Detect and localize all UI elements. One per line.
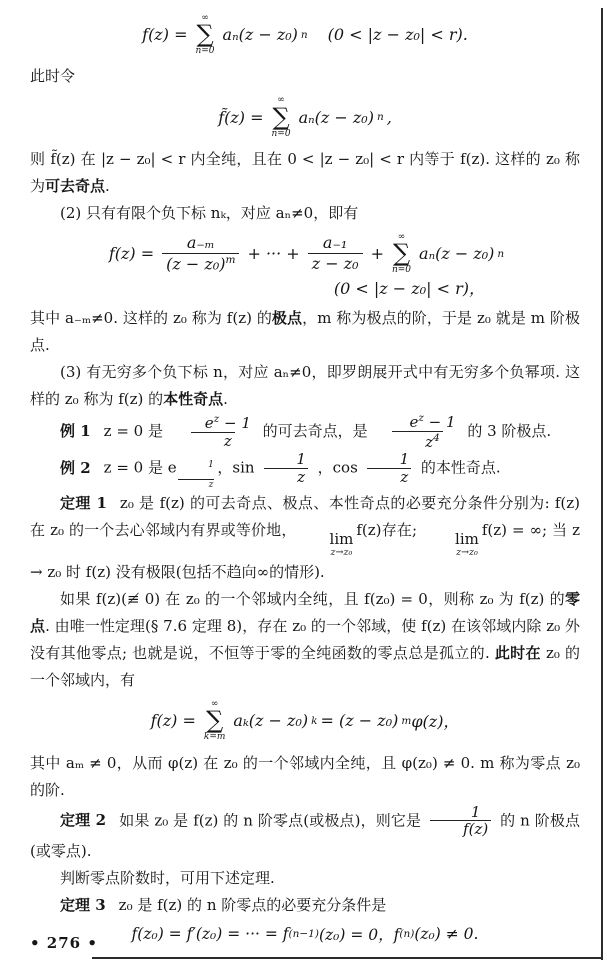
paragraph-case3 (30, 359, 580, 413)
paragraph-theorem-3 (30, 892, 580, 919)
exponent: n (300, 28, 308, 41)
numerator: 1 (399, 450, 410, 469)
lim-subscript: z→z₀ (330, 547, 353, 559)
formula-lhs: f(z) = (108, 244, 155, 264)
exponent: m (401, 714, 412, 727)
paragraph-judge-order (30, 865, 580, 892)
text: 的 3 阶极点. (467, 422, 552, 441)
formula-condition (30, 277, 580, 301)
sigma-icon: ∑ (272, 102, 290, 131)
paragraph-removable-singularity (30, 146, 580, 200)
limit-operator (425, 532, 479, 559)
text: f(z)存在; (356, 521, 418, 540)
text: . 由唯一性定理(§ 7.6 定理 8)，存在 z₀ 的一个邻域，使 f(z) 在该邻域内除 z₀ 外没有其他零点; 也就是说，不恒等于零的全纯函数的零点总是孤立的. (30, 617, 580, 663)
numerator: a₋₁ (322, 233, 348, 253)
text: e (204, 414, 214, 433)
summation (272, 95, 291, 138)
sigma-icon: ∑ (206, 706, 224, 735)
fraction (263, 451, 309, 486)
numerator: 1 (470, 802, 481, 821)
summation (204, 699, 226, 742)
sum-lower-limit: n=0 (391, 265, 412, 276)
term-removable-singularity: 可去奇点 (45, 176, 106, 195)
exponent: z (418, 412, 424, 425)
denominator: z (367, 468, 411, 486)
limit-operator (300, 532, 354, 559)
text: . (223, 390, 228, 409)
denominator: z − z₀ (308, 253, 363, 273)
text: ，m 称为极点的阶，于是 z₀ 就是 m 阶极点. (30, 309, 580, 355)
sum-upper-limit: ∞ (277, 95, 285, 106)
formula-lhs: f(z) = (142, 25, 188, 45)
exponent: m (225, 253, 236, 266)
fraction (367, 451, 413, 486)
text: z = 0 是 (103, 422, 163, 441)
numerator (376, 413, 458, 431)
paragraph-theorem-1 (30, 490, 580, 586)
text: (3) 有无穷多个负下标 n，对应 aₙ≠0，即罗朗展开式中有无穷多个负幂项. 这样的 z₀ 称为 f(z) 的 (30, 363, 580, 409)
text: e (409, 413, 419, 432)
formula-term: aₙ(z − z₀) (222, 25, 298, 45)
text: 则 f̃(z) 在 |z − z₀| < r 内全纯，且在 0 < |z − z₀| < r 内等于 f(z). 这样的 z₀ 称为 (30, 149, 580, 195)
sum-upper-limit: ∞ (397, 231, 406, 242)
text: 如果 f(z)(≢ 0) 在 z₀ 的一个邻域内全纯，且 f(z₀) = 0，则称 z₀ 为 f(z) 的 (60, 590, 565, 609)
formula-lhs: f̃(z) = (218, 107, 264, 127)
exponent: (n−1) (288, 928, 319, 941)
paragraph-example-1 (30, 413, 580, 451)
text: 判断零点阶数时，可用下述定理. (60, 869, 275, 888)
fraction (162, 234, 239, 273)
emphasis-text: 此时在 (494, 644, 541, 663)
exponent: n (497, 247, 505, 260)
numerator (172, 414, 254, 432)
term-zero: 零点 (30, 590, 580, 636)
text: z = 0 是 e (103, 458, 177, 477)
text: 其中 aₘ ≠ 0，从而 φ(z) 在 z₀ 的一个邻域内全纯，且 φ(z₀) ≠ 0. m 称为零点 z₀ 的阶. (30, 753, 580, 799)
exponent-fraction (178, 452, 215, 491)
denominator: f(z) (430, 820, 491, 838)
formula-tail: , (386, 107, 392, 127)
paragraph-theorem-2 (30, 804, 580, 866)
text: − 1 (219, 414, 251, 433)
sum-lower-limit: n=0 (271, 128, 291, 139)
text: 的本性奇点. (420, 458, 501, 477)
numerator: 1 (296, 450, 306, 469)
numerator: a₋ₘ (186, 233, 215, 253)
sum-upper-limit: ∞ (210, 699, 219, 710)
theorem-2-label: 定理 2 (60, 810, 107, 829)
plus-dots: + ··· + (247, 244, 300, 264)
text: f(z) = ∞; 当 z → z₀ 时 f(z) 没有极限(包括不趋向∞的情形). (30, 521, 580, 582)
example-1-label: 例 1 (60, 422, 91, 441)
exponent: n (376, 111, 384, 124)
summation (195, 13, 214, 56)
paragraph-zero-order (30, 750, 580, 804)
text: 的 n 阶极点(或零点). (30, 810, 580, 861)
lim-text: lim (455, 530, 479, 549)
formula-f-tilde (30, 95, 580, 138)
formula-term: f(z₀) = f′(z₀) = ··· = f (131, 925, 289, 944)
text: ，cos (317, 458, 358, 477)
lim-text: lim (329, 530, 354, 549)
text: 其中 a₋ₘ≠0. 这样的 z₀ 称为 f(z) 的 (30, 309, 272, 328)
plus-sign: + (370, 244, 384, 264)
exponent: (n) (399, 928, 415, 941)
paragraph-case2 (30, 200, 580, 227)
formula-lhs: f(z) = (150, 711, 196, 731)
formula-condition: (0 < |z − z₀| < r). (327, 25, 468, 45)
theorem-1-label: 定理 1 (60, 494, 107, 513)
scan-edge-line (601, 8, 603, 960)
formula-derivative-condition (30, 923, 580, 945)
page-number: • 276 • (30, 934, 98, 952)
scan-bottom-line (92, 957, 603, 959)
fraction (308, 234, 363, 273)
term-essential-singularity: 本性奇点 (163, 390, 224, 409)
theorem-3-label: 定理 3 (60, 896, 106, 915)
text: z (425, 432, 434, 451)
denominator (392, 431, 443, 451)
text: 如果 z₀ 是 f(z) 的 n 阶零点(或极点)，则它是 (119, 810, 422, 829)
text: (0 < |z − z₀| < r)， (333, 279, 485, 299)
formula-term: = (z − z₀) (320, 711, 399, 731)
text: z₀ 是 f(z) 的 n 阶零点的必要充分条件是 (118, 896, 387, 915)
fraction (376, 413, 458, 451)
fraction (172, 414, 254, 450)
formula-laurent-positive (30, 13, 580, 56)
paragraph-pole-definition (30, 305, 580, 359)
term-pole: 极点 (271, 309, 303, 328)
sigma-icon: ∑ (196, 20, 214, 49)
formula-term: aₙ(z − z₀) (419, 244, 495, 264)
text: 此时令 (30, 67, 76, 86)
denominator: z (191, 432, 235, 450)
formula-term: aₖ(z − z₀) (233, 711, 309, 731)
formula-term: (z₀) = 0，f (318, 926, 400, 945)
sigma-icon: ∑ (392, 239, 411, 268)
sum-upper-limit: ∞ (201, 13, 209, 23)
text: ，sin (217, 458, 255, 477)
formula-pole-expansion (30, 232, 580, 275)
denominator: z (178, 479, 215, 491)
fraction (430, 804, 491, 839)
text: z₀ 是 f(z) 的可去奇点、极点、本性奇点的必要充分条件分别为: f(z) 在 z₀ 的一个去心邻域内有界或等价地， (30, 494, 580, 540)
sum-lower-limit: n=0 (195, 46, 215, 57)
text: − 1 (423, 413, 456, 432)
exponent: z (213, 413, 220, 426)
denominator (162, 253, 239, 274)
numerator: 1 (208, 459, 214, 470)
lim-subscript: z→z₀ (456, 547, 478, 559)
text: (z − z₀) (166, 253, 226, 273)
paragraph-let (30, 63, 580, 90)
denominator: z (264, 468, 308, 486)
text: . (105, 176, 110, 195)
paragraph-example-2 (30, 451, 580, 490)
text: (2) 只有有限个负下标 nₖ，对应 aₙ≠0，即有 (60, 203, 359, 222)
sum-lower-limit: k=m (203, 732, 226, 743)
text: 的可去奇点，是 (262, 422, 368, 441)
formula-term: aₙ(z − z₀) (298, 107, 374, 127)
exponent: k (311, 714, 318, 727)
formula-term: φ(z)， (411, 712, 460, 732)
summation (392, 232, 411, 275)
paragraph-zero-definition (30, 586, 580, 694)
formula-zero-expansion (30, 699, 580, 742)
exponent: 4 (433, 431, 440, 444)
example-2-label: 例 2 (60, 458, 91, 477)
formula-term: (z₀) ≠ 0. (414, 925, 479, 944)
text: z₀ 的一个邻域内，有 (30, 644, 580, 690)
